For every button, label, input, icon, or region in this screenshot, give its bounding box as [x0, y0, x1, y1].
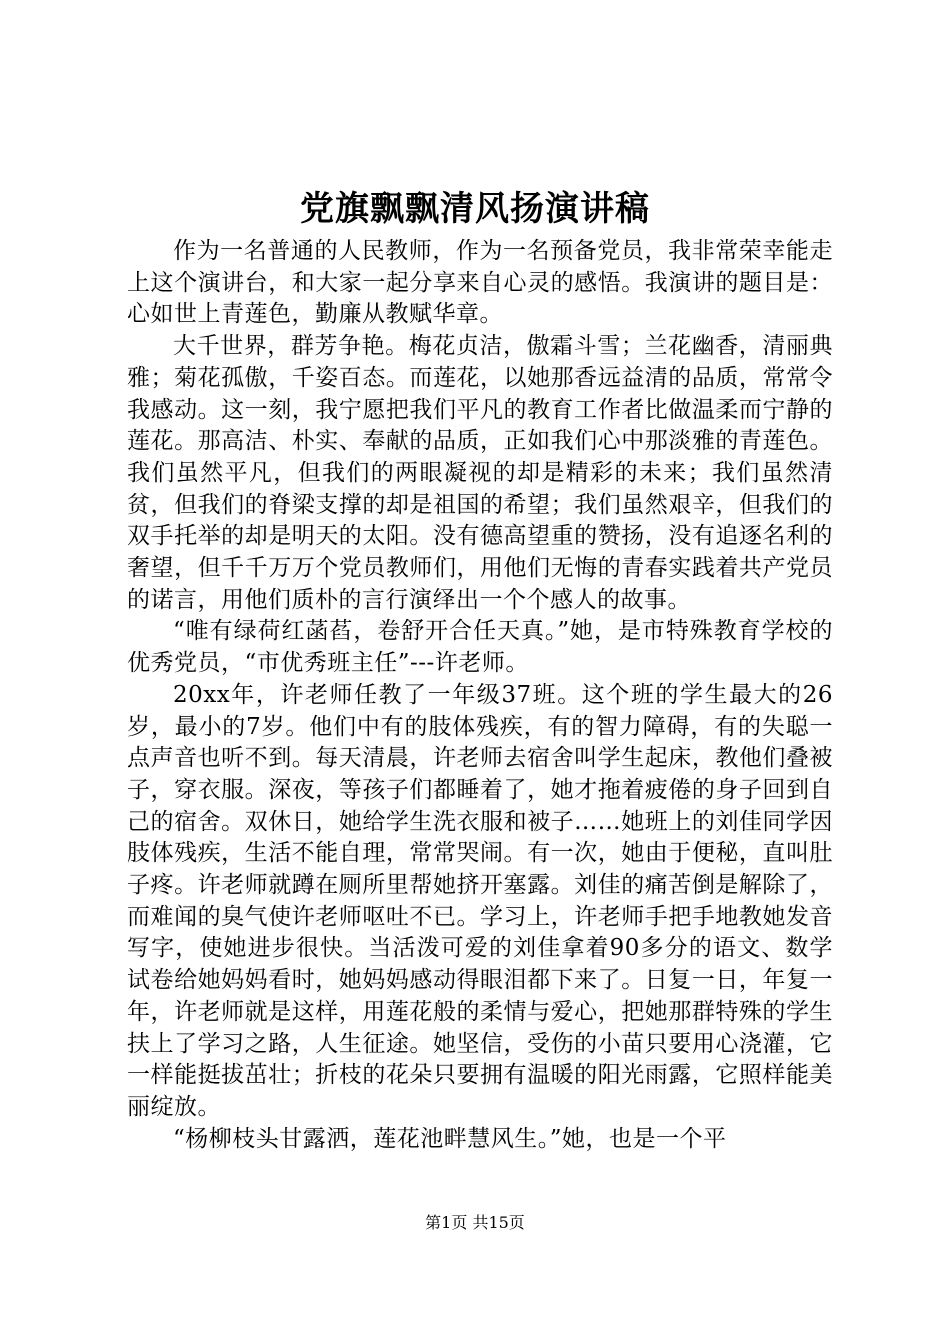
paragraph-story: 20xx年，许老师任教了一年级37班。这个班的学生最大的26岁，最小的7岁。他们中有的肢体残疾，有的智力障碍，有的失聪一点声音也听不到。每天清晨，许老师去宿舍叫学生起床，教他们叠被子，穿衣服。深夜，等孩子们都睡着了，她才拖着疲倦的身子回到自己的宿舍。双休日，她给学生洗衣服和被子……她班上的刘佳同学因肢体残疾，生活不能自理，常常哭闹。有一次，她由于便秘，直叫肚子疼。许老师就蹲在厕所里帮她挤开塞露。刘佳的痛苦倒是解除了，而难闻的臭气使许老师呕吐不已。学习上，许老师手把手地教她发音写字，使她进步很快。当活泼可爱的刘佳拿着90多分的语文、数学试卷给她妈妈看时，她妈妈感动得眼泪都下来了。日复一日，年复一年，许老师就是这样，用莲花般的柔情与爱心，把她那群特殊的学生扶上了学习之路，人生征途。她坚信，受伤的小苗只要用心浇灌，它一样能挺拔茁壮；折枝的花朵只要拥有温暖的阳光雨露，它照样能美丽绽放。 [127, 681, 833, 1120]
paragraph-quote-teacher: “唯有绿荷红菡萏，卷舒开合任天真。”她，是市特殊教育学校的优秀党员，“市优秀班主任”---许老师。 [127, 618, 833, 677]
document-title: 党旗飘飘清风扬演讲稿 [300, 189, 650, 229]
paragraph-lotus: 大千世界，群芳争艳。梅花贞洁，傲霜斗雪；兰花幽香，清丽典雅；菊花孤傲，千姿百态。而莲花，以她那香远益清的品质，常常令我感动。这一刻，我宁愿把我们平凡的教育工作者比做温柔而宁静的莲花。那高洁、朴实、奉献的品质，正如我们心中那淡雅的青莲色。我们虽然平凡，但我们的两眼凝视的却是精彩的未来；我们虽然清贫，但我们的脊梁支撑的却是祖国的希望；我们虽然艰辛，但我们的双手托举的却是明天的太阳。没有德高望重的赞扬，没有追逐名利的奢望，但千千万万个党员教师们，用他们无悔的青春实践着共产党员的诺言，用他们质朴的言行演绎出一个个感人的故事。 [127, 333, 833, 613]
document-body [127, 236, 833, 1155]
paragraph-quote-next: “杨柳枝头甘露洒，莲花池畔慧风生。”她，也是一个平 [173, 1125, 727, 1152]
page-number: 第1页 共15页 [425, 1213, 525, 1232]
paragraph-intro: 作为一名普通的人民教师，作为一名预备党员，我非常荣幸能走上这个演讲台，和大家一起分享来自心灵的感悟。我演讲的题目是：心如世上青莲色，勤廉从教赋华章。 [127, 238, 833, 328]
